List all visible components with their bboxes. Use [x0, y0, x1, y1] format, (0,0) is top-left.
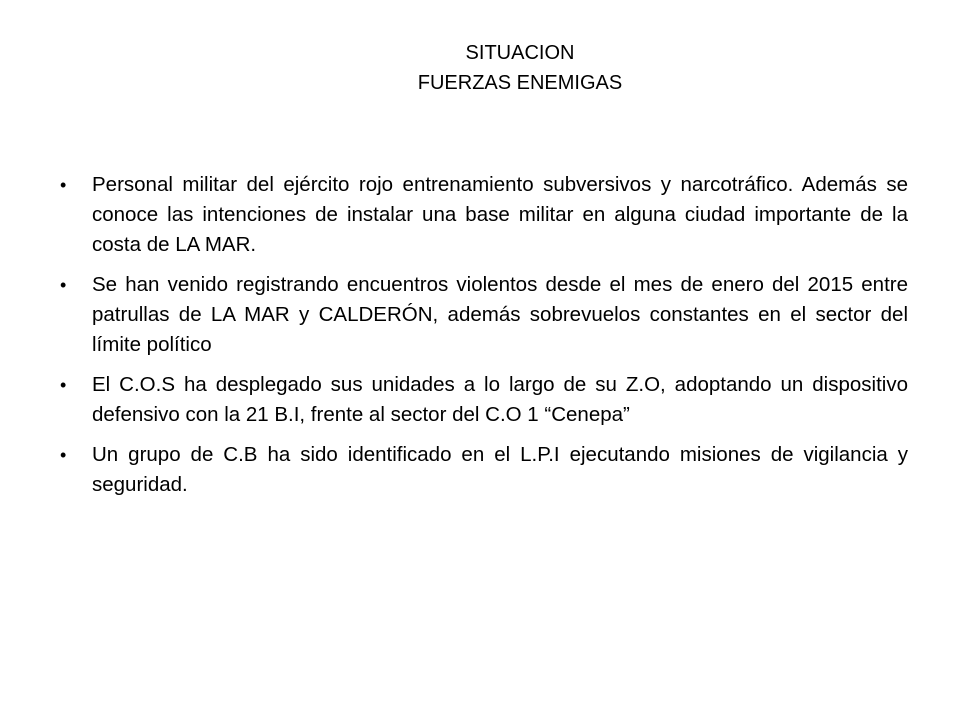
bullet-icon: •: [60, 275, 67, 295]
bullet-text: Se han venido registrando encuentros violentos desde el mes de enero del 2015 entre patrullas de LA MAR y CALDERÓN, además sobrevuelos constantes en el sector del límite político: [92, 273, 908, 356]
bullet-text: El C.O.S ha desplegado sus unidades a lo largo de su Z.O, adoptando un dispositivo defensivo con la 21 B.I, frente al sector del C.O 1 “Cenepa”: [92, 373, 908, 426]
slide-title: [0, 38, 960, 98]
bullet-text: Personal militar del ejército rojo entrenamiento subversivos y narcotráfico. Además se conoce las intenciones de instalar una base militar en alguna ciudad importante de la costa de LA MAR.: [92, 173, 908, 256]
bullet-icon: •: [60, 175, 67, 195]
bullet-item: [60, 370, 908, 430]
title-line-situacion: SITUACION: [465, 42, 575, 64]
bullet-list: [60, 170, 908, 510]
title-line-fuerzas-enemigas: FUERZAS ENEMIGAS: [417, 72, 623, 94]
bullet-text: Un grupo de C.B ha sido identificado en el L.P.I ejecutando misiones de vigilancia y seguridad.: [92, 443, 908, 496]
bullet-item: [60, 440, 908, 500]
bullet-icon: •: [60, 375, 67, 395]
bullet-icon: •: [60, 445, 67, 465]
bullet-item: [60, 270, 908, 360]
bullet-item: [60, 170, 908, 260]
